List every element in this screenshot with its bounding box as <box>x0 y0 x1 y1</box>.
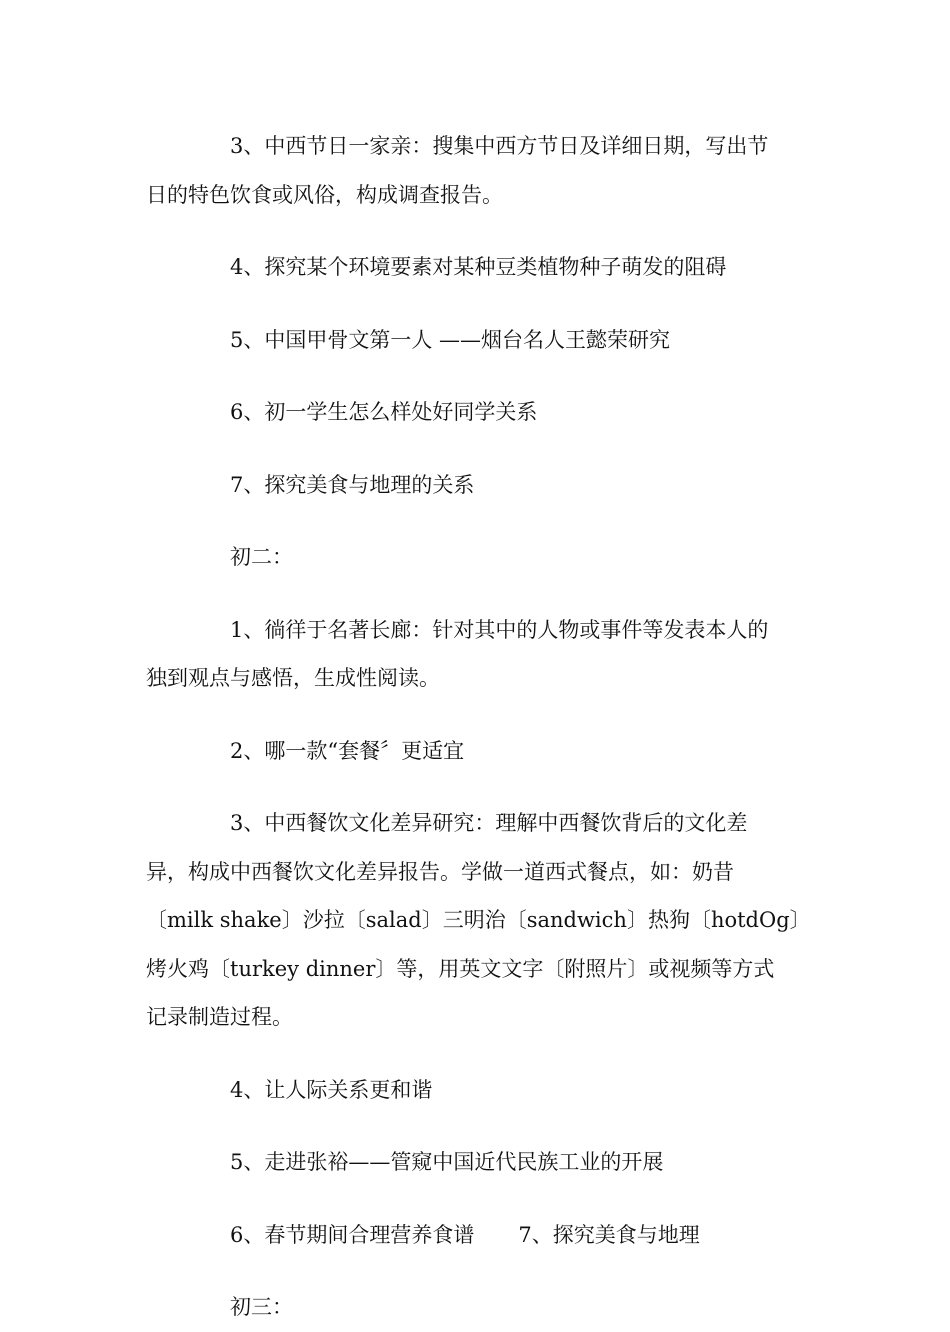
text-line: 3、中西餐饮文化差异研究：理解中西餐饮背后的文化差 <box>230 811 748 835</box>
item-6-spring-festival-recipe: 6、春节期间合理营养食谱 <box>230 1222 475 1247</box>
paragraph-item-5-oracle-bone: 5、中国甲骨文第一人 ——烟台名人王懿荣研究 <box>230 327 671 352</box>
paragraph-item-1-classics <box>146 606 796 703</box>
text-line: 异，构成中西餐饮文化差异报告。学做一道西式餐点，如：奶昔 <box>146 859 734 884</box>
paragraph-item-3-festivals <box>146 122 796 219</box>
paragraph-item-2-meal-set: 2、哪一款“套餐〞更适宜 <box>230 738 465 763</box>
section-heading-grade-8: 初二： <box>230 545 293 569</box>
text-line: 〔milk shake〕沙拉〔salad〕三明治〔sandwich〕热狗〔hotdOg〕 <box>146 908 811 932</box>
paragraph-item-6-classmates: 6、初一学生怎么样处好同学关系 <box>230 400 538 424</box>
paragraph-items-6-7 <box>146 1211 796 1260</box>
paragraph-item-4-relationships: 4、让人际关系更和谐 <box>230 1077 433 1102</box>
section-heading-grade-9: 初三： <box>230 1295 293 1319</box>
text-line: 日的特色饮食或风俗，构成调查报告。 <box>146 182 503 207</box>
text-line: 烤火鸡〔turkey dinner〕等，用英文文字〔附照片〕或视频等方式 <box>146 956 775 981</box>
text-line: 3、中西节日一家亲：搜集中西方节日及详细日期，写出节 <box>230 134 769 158</box>
paragraph-item-3-dining-culture <box>146 799 811 1042</box>
document-body <box>146 122 811 1332</box>
paragraph-item-7-food-geography: 7、探究美食与地理的关系 <box>230 472 475 497</box>
text-line: 记录制造过程。 <box>146 1005 293 1029</box>
item-7-food-geography: 7、探究美食与地理 <box>518 1222 700 1247</box>
paragraph-item-4-environment: 4、探究某个环境要素对某种豆类植物种子萌发的阻碍 <box>230 255 727 279</box>
text-line: 1、徜徉于名著长廊：针对其中的人物或事件等发表本人的 <box>230 617 769 642</box>
text-line: 独到观点与感悟，生成性阅读。 <box>146 666 440 690</box>
paragraph-item-5-changyu: 5、走进张裕——管窥中国近代民族工业的开展 <box>230 1150 664 1174</box>
